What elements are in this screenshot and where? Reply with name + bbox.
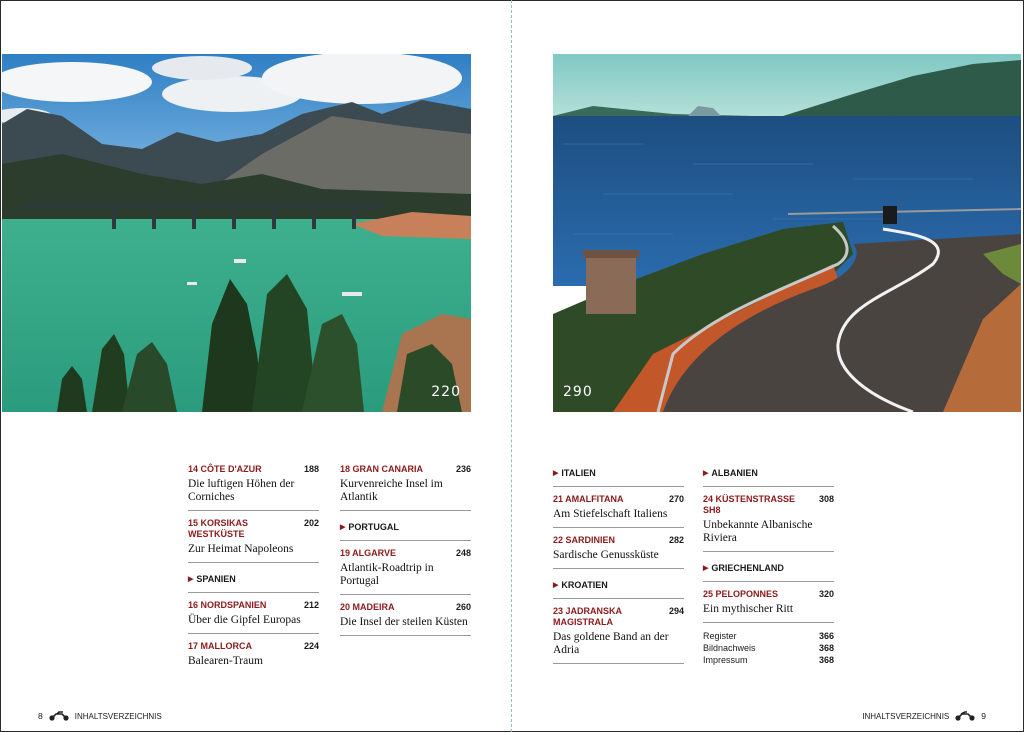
toc-entry[interactable]	[188, 600, 319, 634]
footer-label: INHALTSVERZEICHNIS	[862, 711, 950, 721]
mountain-lake-image	[2, 54, 471, 412]
toc-entry-page: 202	[303, 518, 319, 528]
toc-column-left-2	[340, 464, 471, 643]
toc-section-heading	[553, 576, 684, 599]
toc-misc-item[interactable]	[703, 642, 834, 654]
toc-section-label: ITALIEN	[561, 468, 596, 478]
photo-coastal-road	[553, 54, 1021, 412]
toc-entry-title: 17 MALLORCA	[188, 641, 253, 651]
toc-section-label: KROATIEN	[561, 580, 608, 590]
footer-page-number: 8	[38, 711, 43, 721]
footer-page-number: 9	[981, 711, 986, 721]
toc-entry[interactable]	[340, 602, 471, 636]
toc-entry-subtitle: Kurvenreiche Insel im Atlantik	[340, 478, 443, 503]
toc-entry-title: 24 KÜSTENSTRASSE SH8	[703, 494, 796, 515]
toc-entry-subtitle: Ein mythischer Ritt	[703, 603, 794, 615]
toc-misc-page: 368	[818, 655, 834, 665]
toc-entry[interactable]	[340, 464, 471, 511]
toc-misc-page: 366	[818, 631, 834, 641]
toc-entry-title: 19 ALGARVE	[340, 548, 397, 558]
triangle-right-icon: ▶	[188, 576, 194, 583]
toc-entry-subtitle: Die Insel der steilen Küsten	[340, 616, 468, 628]
toc-section-label: SPANIEN	[196, 574, 236, 584]
triangle-right-icon: ▶	[703, 565, 709, 572]
coastal-road-image	[553, 54, 1021, 412]
toc-entry-title: 18 GRAN CANARIA	[340, 464, 424, 474]
triangle-right-icon: ▶	[553, 582, 559, 589]
toc-entry[interactable]	[188, 641, 319, 674]
toc-entry-page: 248	[455, 548, 471, 558]
toc-section-label: PORTUGAL	[348, 522, 399, 532]
footer-right	[862, 711, 986, 721]
photo-page-number: 220	[431, 384, 461, 400]
page-gutter	[511, 0, 512, 732]
toc-section-label: GRIECHENLAND	[711, 563, 784, 573]
toc-entry[interactable]	[553, 494, 684, 528]
motorcycle-icon	[954, 711, 976, 721]
toc-misc-list	[703, 630, 834, 666]
toc-column-right-1	[553, 464, 684, 671]
toc-entry[interactable]	[188, 464, 319, 511]
toc-misc-page: 368	[818, 643, 834, 653]
toc-misc-item[interactable]	[703, 654, 834, 666]
toc-misc-label: Register	[703, 631, 737, 641]
toc-entry[interactable]	[553, 535, 684, 569]
toc-entry-subtitle: Zur Heimat Napoleons	[188, 543, 294, 555]
toc-entry[interactable]	[553, 606, 684, 664]
toc-entry-page: 224	[303, 641, 319, 651]
toc-section-heading	[703, 559, 834, 582]
motorcycle-icon	[48, 711, 70, 721]
toc-entry-subtitle: Das goldene Band an der Adria	[553, 631, 669, 656]
toc-entry-subtitle: Balearen-Traum	[188, 655, 263, 667]
photo-page-number: 290	[563, 384, 593, 400]
footer-label: INHALTSVERZEICHNIS	[74, 711, 162, 721]
toc-entry-page: 282	[668, 535, 684, 545]
toc-entry-subtitle: Atlantik-Roadtrip in Portugal	[340, 562, 434, 587]
toc-entry-title: 15 KORSIKAS WESTKÜSTE	[188, 518, 249, 539]
triangle-right-icon: ▶	[340, 524, 346, 531]
footer-left	[38, 711, 162, 721]
toc-entry-subtitle: Am Stiefelschaft Italiens	[553, 508, 668, 520]
toc-section-heading	[703, 464, 834, 487]
toc-entry-page: 212	[303, 600, 319, 610]
triangle-right-icon: ▶	[703, 470, 709, 477]
toc-entry-subtitle: Die luftigen Höhen der Corniches	[188, 478, 295, 503]
toc-section-heading	[188, 570, 319, 593]
toc-entry-subtitle: Unbekannte Albanische Riviera	[703, 519, 813, 544]
toc-entry-page: 188	[303, 464, 319, 474]
toc-entry-page: 308	[818, 494, 834, 504]
toc-entry-title: 14 CÔTE D'AZUR	[188, 464, 262, 474]
toc-entry-title: 25 PELOPONNES	[703, 589, 779, 599]
toc-column-right-2	[703, 464, 834, 666]
toc-section-label: ALBANIEN	[711, 468, 758, 478]
toc-entry-title: 16 NORDSPANIEN	[188, 600, 267, 610]
toc-entry-page: 260	[455, 602, 471, 612]
triangle-right-icon: ▶	[553, 470, 559, 477]
toc-entry-page: 270	[668, 494, 684, 504]
toc-entry-title: 21 AMALFITANA	[553, 494, 624, 504]
toc-entry-subtitle: Über die Gipfel Europas	[188, 614, 301, 626]
photo-mountain-lake	[2, 54, 471, 412]
toc-entry-page: 236	[455, 464, 471, 474]
toc-entry-title: 20 MADEIRA	[340, 602, 395, 612]
toc-section-heading	[553, 464, 684, 487]
toc-misc-label: Impressum	[703, 655, 748, 665]
toc-misc-label: Bildnachweis	[703, 643, 756, 653]
toc-section-heading	[340, 518, 471, 541]
toc-entry-page: 294	[668, 606, 684, 616]
toc-entry-title: 22 SARDINIEN	[553, 535, 616, 545]
toc-entry-page: 320	[818, 589, 834, 599]
toc-entry-title: 23 JADRANSKA MAGISTRALA	[553, 606, 622, 627]
toc-column-left-1	[188, 464, 319, 681]
toc-misc-item[interactable]	[703, 630, 834, 642]
toc-entry[interactable]	[188, 518, 319, 563]
toc-entry-subtitle: Sardische Genussküste	[553, 549, 659, 561]
toc-entry[interactable]	[703, 494, 834, 552]
toc-entry[interactable]	[340, 548, 471, 595]
toc-entry[interactable]	[703, 589, 834, 623]
